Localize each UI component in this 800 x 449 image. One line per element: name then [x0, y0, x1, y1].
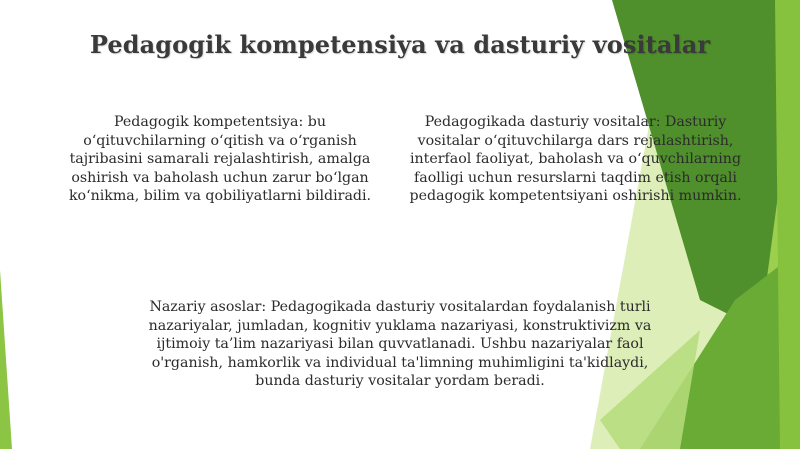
left-corner-shape — [0, 270, 12, 449]
paragraph-pedagogik-kompetentsiya: Pedagogik kompetentsiya: bu o‘qituvchilarning o‘qitish va o‘rganish tajribasini samarali rejalashtirish, amalga oshirish va baholash uchun zarur bo‘lgan ko‘nikma, bilim va qobiliyatlarni bildiradi. — [68, 114, 372, 204]
paragraph-nazariy-asoslar: Nazariy asoslar: Pedagogikada dasturiy vositalardan foydalanish turli nazariyalar, jumladan, kognitiv yuklama nazariyasi, konstruktivizm va ijtimoiy ta’lim nazariyasi bilan quvvatlanadi. Ushbu nazariyalar faol o'rganish, hamkorlik va individual ta'limning muhimligini ta'kidlaydi, bunda dasturiy vositalar yordam beradi. — [148, 299, 652, 389]
paragraph-dasturiy-vositalar: Pedagogikada dasturiy vositalar: Dasturiy vositalar o‘qituvchilarga dars rejalashtirish, interfaol faoliyat, baholash va o‘quvchilarning faolligi uchun resurslarni taqdim etish orqali pedagogik kompetentsiyani oshirishi mumkin. — [409, 114, 742, 204]
slide-title: Pedagogik kompetensiya va dasturiy vositalar — [89, 30, 711, 59]
